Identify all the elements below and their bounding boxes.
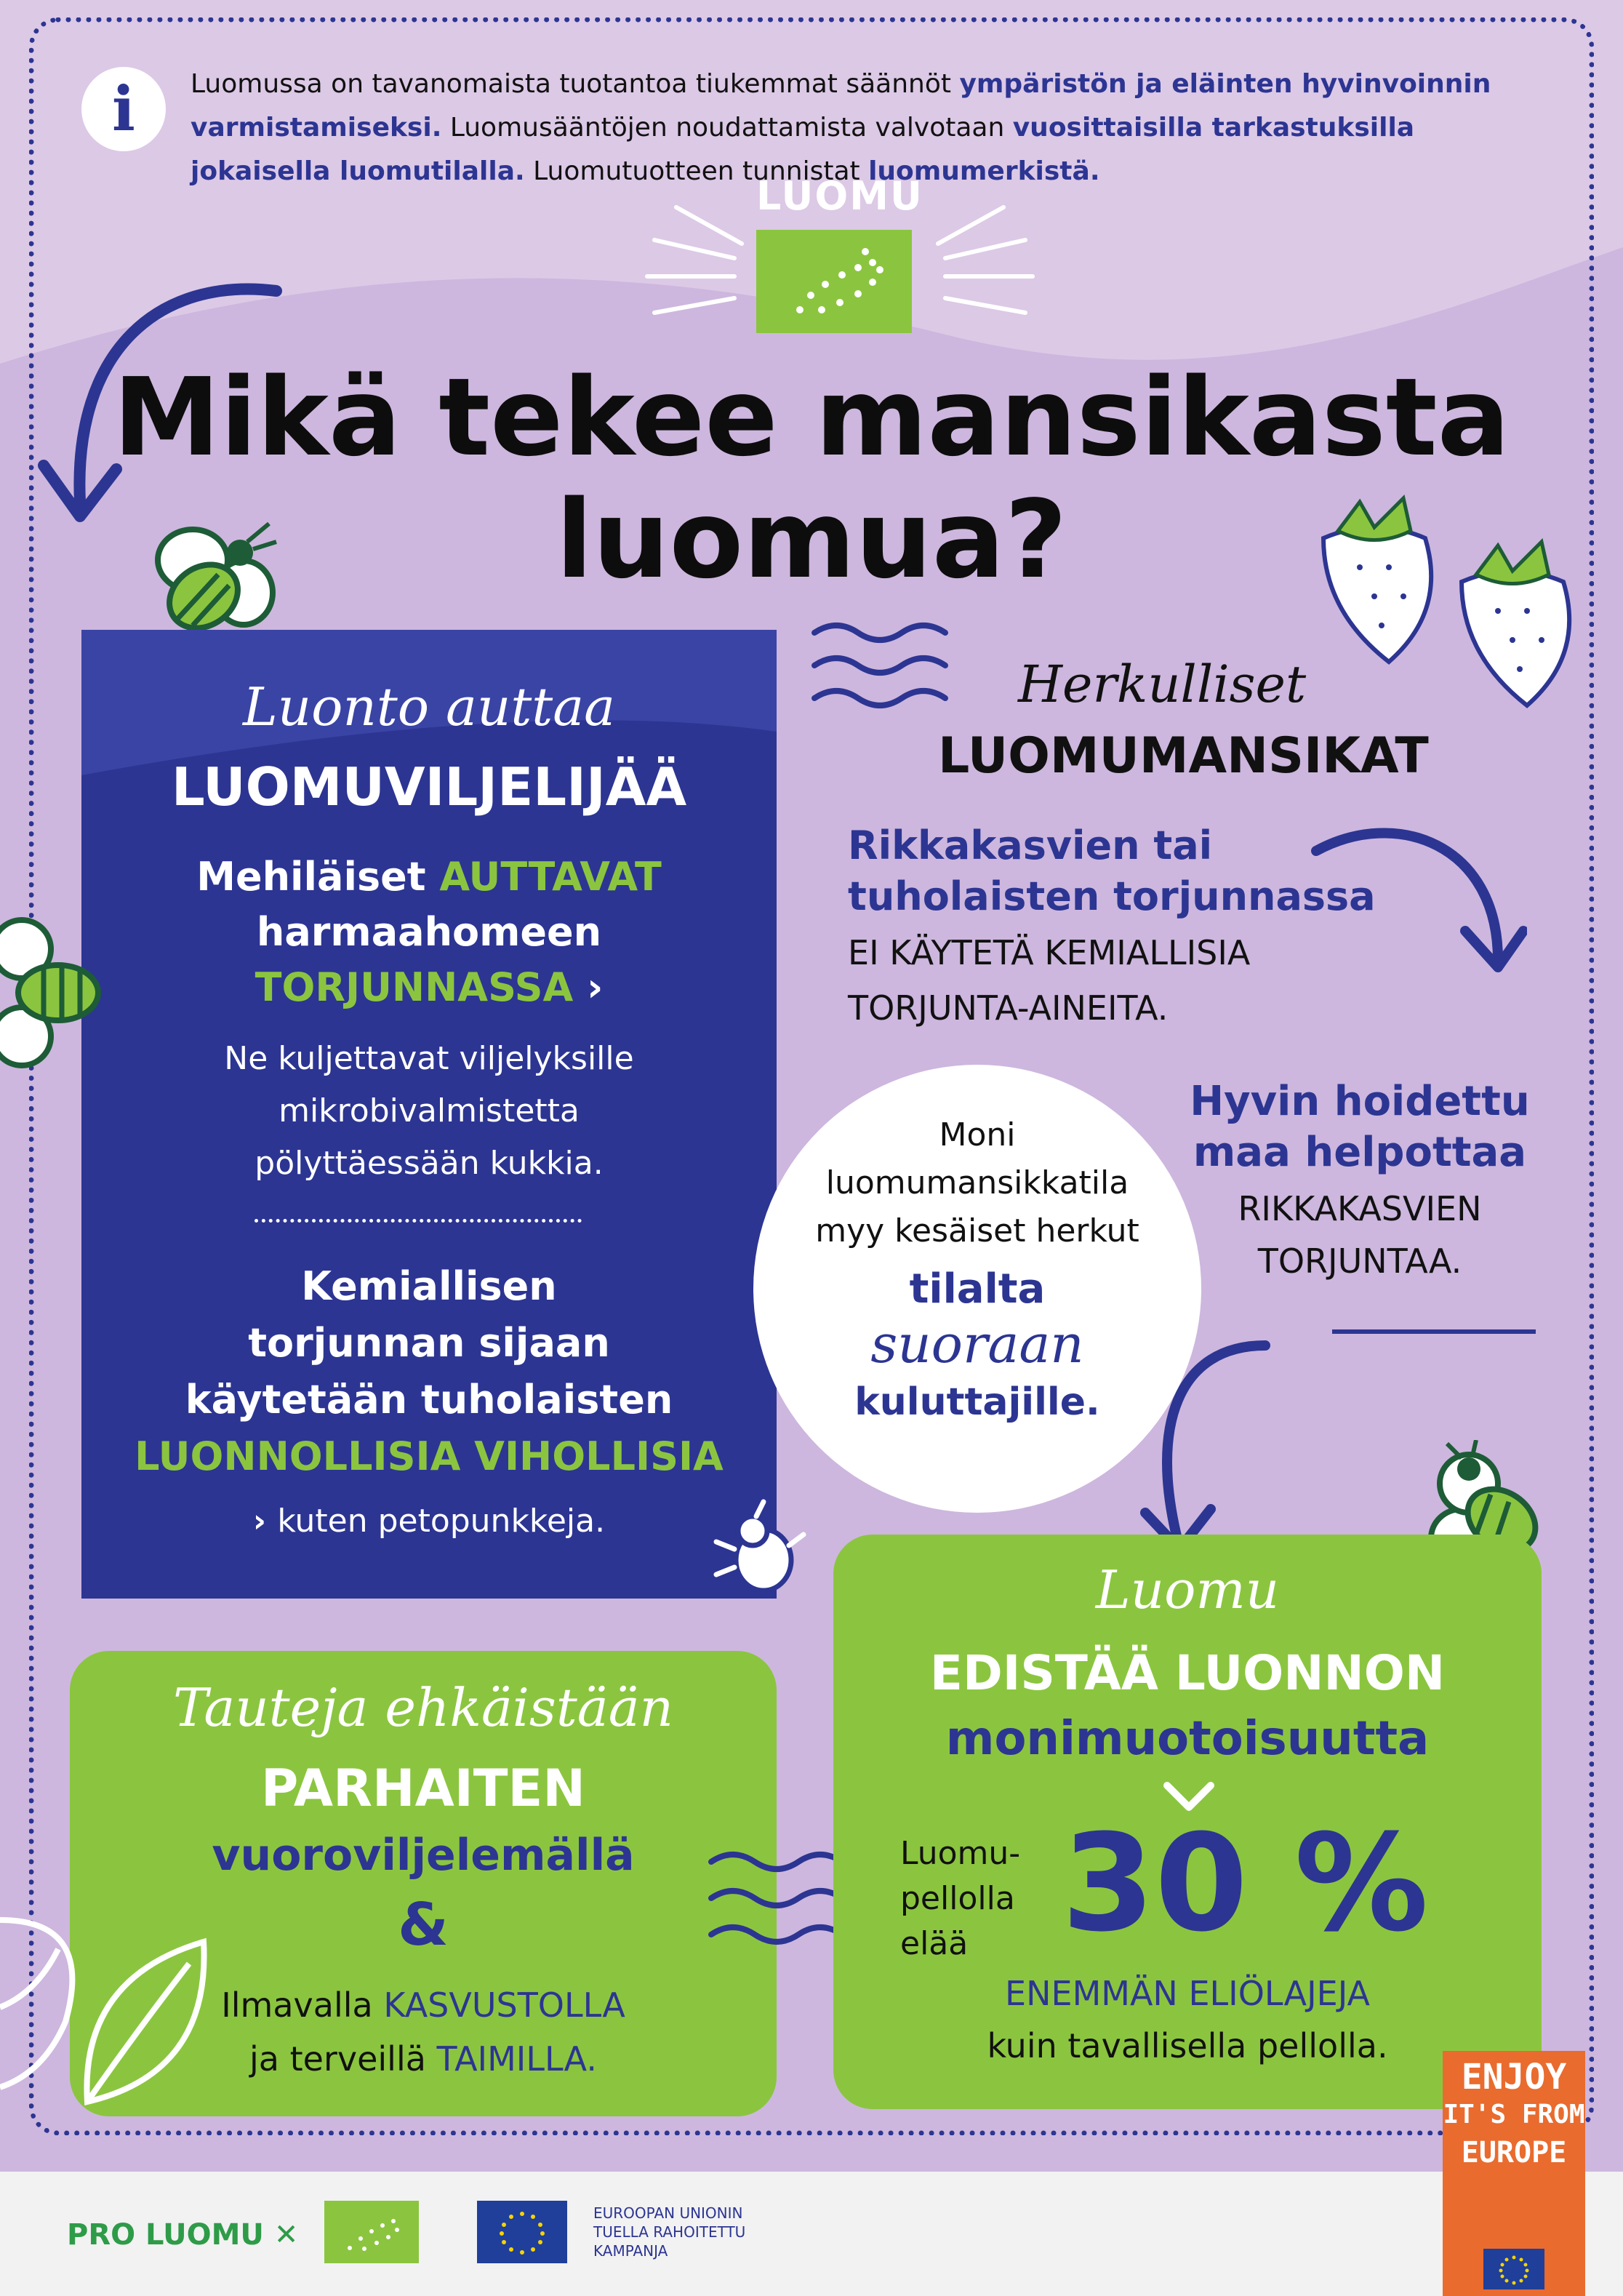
- eu-flag-icon: [1483, 2249, 1544, 2289]
- page-title: Mikä tekee mansikasta luomua?: [113, 355, 1510, 602]
- disease-best: PARHAITEN: [261, 1759, 585, 1818]
- dotted-divider: [255, 1219, 582, 1223]
- bees-text: Mehiläiset AUTTAVAT harmaahomeen TORJUNNASSA ›: [196, 854, 662, 1010]
- info-icon: i: [81, 67, 166, 151]
- curved-arrow-icon: [1309, 815, 1527, 989]
- farm-sale-tilalta: tilalta: [909, 1265, 1046, 1313]
- curved-arrow-icon: [29, 262, 305, 545]
- disease-airy-text: Ilmavalla KASVUSTOLLA ja terveillä TAIMILLA.: [221, 1985, 625, 2079]
- disease-crop-rotation: vuoroviljelemällä: [212, 1830, 635, 1881]
- intro-text: Luomussa on tavanomaista tuotantoa tiukemmat säännöt ympäristön ja eläinten hyvinvoinnin varmistamiseksi. Luomusääntöjen noudattamista valvotaan vuosittaisilla tarkastuksilla jokaisella luomutilalla. Luomutuotteen tunnistat luomumerkistä.: [191, 69, 1491, 186]
- biodiversity-script: Luomu: [1095, 1559, 1280, 1620]
- weeds-pests-text: Rikkakasvien tai tuholaisten torjunnassa: [848, 823, 1376, 919]
- farm-sale-suoraan: suoraan: [870, 1313, 1084, 1375]
- nature-helps-heading: LUOMUVILJELIJÄÄ: [171, 756, 687, 817]
- biodiversity-subheading: monimuotoisuutta: [945, 1712, 1430, 1766]
- wavy-lines-icon: [807, 618, 960, 713]
- farm-sale-kuluttajille: kuluttajille.: [854, 1380, 1100, 1424]
- no-chemicals-text: EI KÄYTETÄ KEMIALLISIA TORJUNTA-AINEITA.: [848, 933, 1251, 1028]
- delicious-script: Herkulliset: [1018, 655, 1307, 714]
- ampersand: &: [398, 1891, 449, 1959]
- wavy-lines-icon: [704, 1847, 849, 1949]
- enjoy-europe-text: ENJOY IT'S FROM EUROPE: [1443, 2057, 1585, 2169]
- divider-line: [1332, 1329, 1536, 1334]
- bee-icon: [0, 909, 109, 1076]
- eu-flag-icon: [477, 2201, 567, 2263]
- nature-helps-script: Luonto auttaa: [242, 676, 616, 737]
- mite-icon: [713, 1498, 807, 1600]
- eu-organic-logo-small: [324, 2201, 419, 2263]
- more-species-text: ENEMMÄN ELIÖLAJEJA: [1005, 1974, 1370, 2013]
- chemical-text: Kemiallisen torjunnan sijaan käytetään tuholaisten LUONNOLLISIA VIHOLLISIA: [135, 1263, 724, 1479]
- field-label: Luomu- pellolla elää: [900, 1835, 1021, 1962]
- than-regular-field-text: kuin tavallisella pellolla.: [987, 2026, 1388, 2065]
- eu-organic-logo: [756, 230, 912, 333]
- farm-sale-text: Moni luomumansikkatila myy kesäiset herkut: [815, 1116, 1139, 1249]
- eu-funding-text: EUROOPAN UNIONIN TUELLA RAHOITETTU KAMPANJA: [593, 2204, 746, 2260]
- leaf-icon: [65, 1927, 218, 2116]
- luomu-logo-label: LUOMU: [756, 173, 923, 219]
- well-kept-soil-text: Hyvin hoidettu maa helpottaa: [1190, 1078, 1530, 1176]
- biodiversity-heading: EDISTÄÄ LUONNON: [929, 1645, 1446, 1701]
- weed-control-text: RIKKAKASVIEN TORJUNTAA.: [1238, 1189, 1482, 1281]
- predatory-mites-text: › kuten petopunkkeja.: [252, 1503, 606, 1540]
- strawberries-heading: LUOMUMANSIKAT: [938, 727, 1429, 785]
- percent-value: 30 %: [1062, 1806, 1429, 1961]
- bees-description: Ne kuljettavat viljelyksille mikrobivalmistetta pölyttäessään kukkia.: [224, 1040, 634, 1182]
- proluomu-logo: PRO LUOMU ✕: [67, 2218, 299, 2252]
- disease-script: Tauteja ehkäistään: [172, 1677, 674, 1738]
